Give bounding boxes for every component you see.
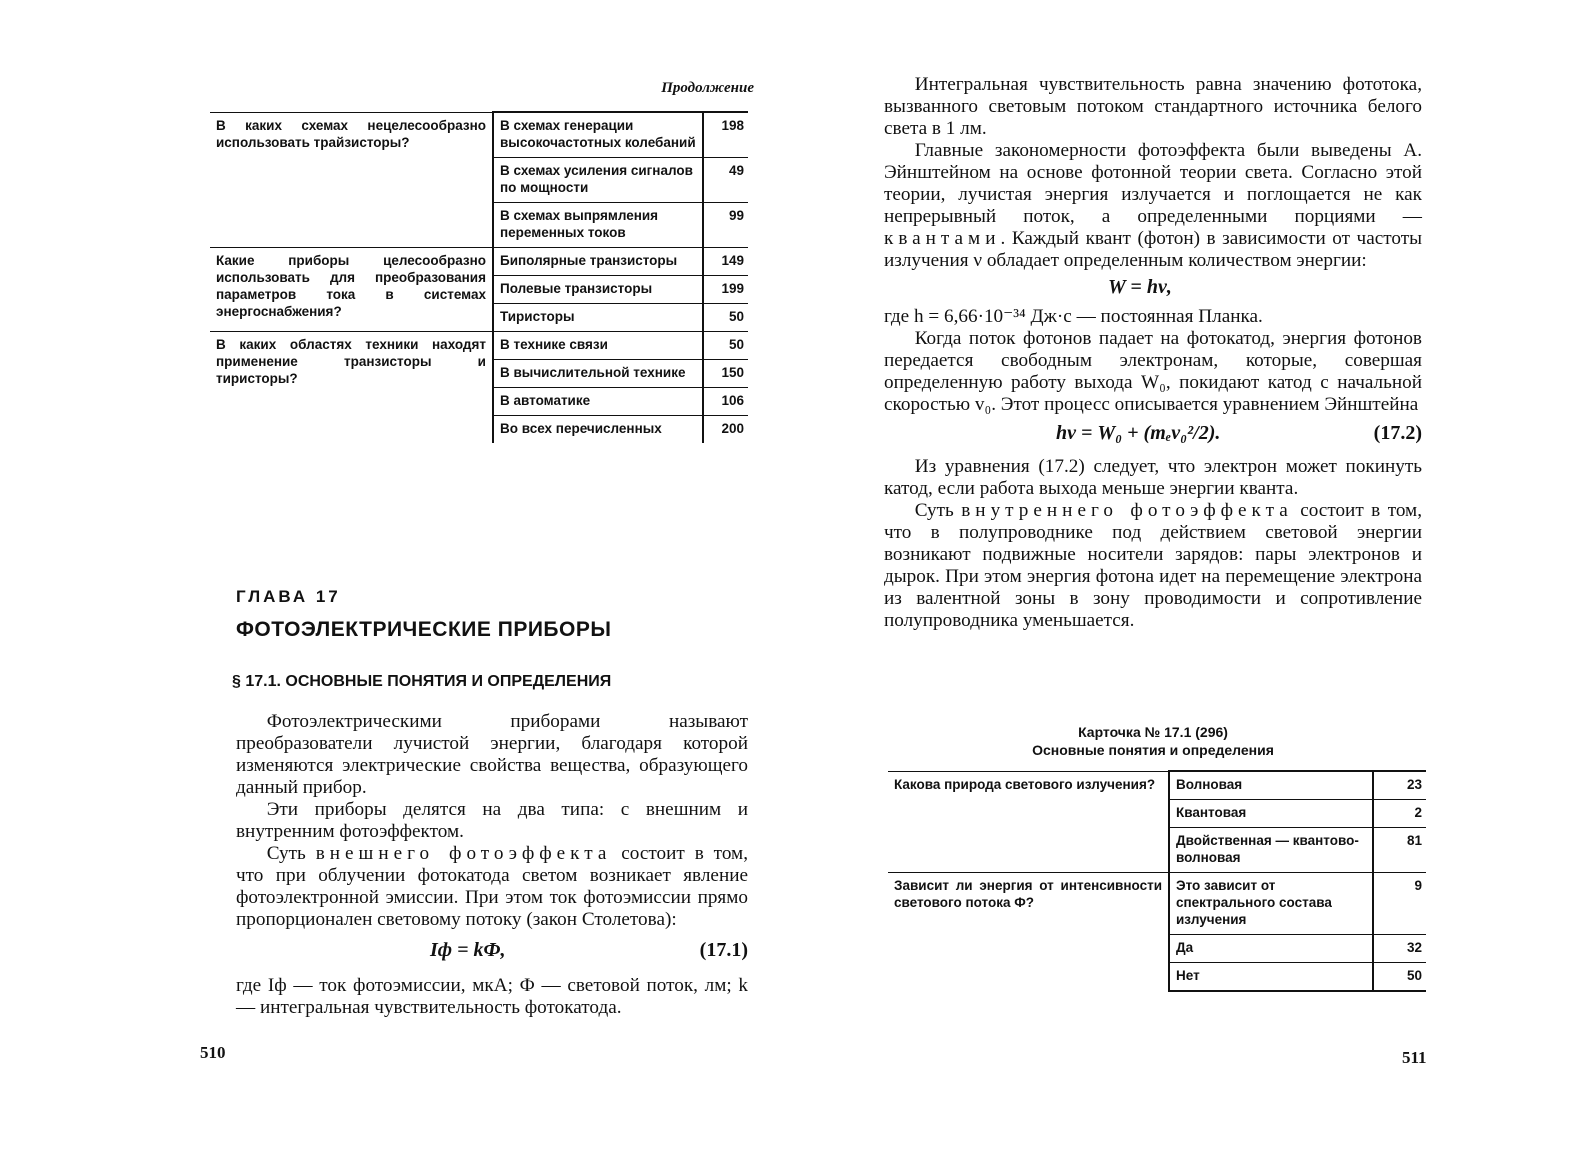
answer-cell: Это зависит от спектрального состава излучения [1169, 873, 1373, 935]
answer-cell: В схемах генерации высокочастотных колебаний [493, 112, 703, 158]
formula-expression: hν = W₀ + (mₑv₀²/2). [1056, 422, 1221, 444]
code-cell: 198 [703, 112, 748, 158]
formula-17-1 [236, 939, 748, 969]
paragraph [236, 843, 748, 931]
code-cell: 49 [703, 158, 748, 203]
equation-number: (17.2) [1373, 422, 1422, 444]
code-cell: 23 [1373, 771, 1426, 800]
question-table-right-body [888, 771, 1426, 991]
question-cell: Какова природа светового излучения? [888, 771, 1169, 873]
paragraph: Когда поток фотонов падает на фотокатод, энергия фотонов передается свободным электронам, которые, совершая определенную работу выхода W₀, покидают катод с начальной скоростью v₀. Этот процесс описывается уравнением Эйнштейна [884, 328, 1422, 415]
paragraph [884, 140, 1422, 272]
answer-cell: В автоматике [493, 388, 703, 416]
code-cell: 199 [703, 276, 748, 304]
table-row [210, 332, 748, 360]
chapter-label: ГЛАВА 17 [236, 587, 341, 606]
text-run: Суть [266, 843, 316, 864]
paragraph: где Iф — ток фотоэмиссии, мкА; Ф — световой поток, лм; k — интегральная чувствительность фотокатода. [236, 975, 748, 1018]
answer-cell: Квантовая [1169, 800, 1373, 828]
answer-cell: Биполярные транзисторы [493, 248, 703, 276]
right-body-text [884, 74, 1422, 632]
question-cell: Зависит ли энергия от интенсивности светового потока Ф? [888, 873, 1169, 992]
left-body-text [236, 711, 748, 1019]
question-cell: Какие приборы целесообразно использовать для преобразования параметров тока в системах энергоснабжения? [210, 248, 493, 332]
chapter-title: ФОТОЭЛЕКТРИЧЕСКИЕ ПРИБОРЫ [236, 618, 612, 641]
table-row [210, 248, 748, 276]
paragraph: Из уравнения (17.2) следует, что электрон может покинуть катод, если работа выхода меньше энергии кванта. [884, 456, 1422, 499]
formula-planck [884, 276, 1422, 302]
code-cell: 50 [1373, 963, 1426, 992]
code-cell: 50 [703, 304, 748, 332]
formula-expression: W = hν, [1108, 276, 1172, 298]
spaced-term: квантами [884, 228, 1001, 249]
table-row [888, 771, 1426, 800]
section-title: § 17.1. ОСНОВНЫЕ ПОНЯТИЯ И ОПРЕДЕЛЕНИЯ [232, 673, 612, 690]
question-cell: В каких схемах нецелесообразно использовать трайзисторы? [210, 112, 493, 248]
answer-cell: Во всех перечисленных [493, 416, 703, 444]
equation-number: (17.1) [699, 939, 748, 961]
spaced-term: внутреннего фотоэффекта [961, 500, 1293, 521]
page-number-right: 511 [1402, 1048, 1427, 1067]
code-cell: 149 [703, 248, 748, 276]
paragraph: где h = 6,66·10⁻³⁴ Дж·с — постоянная Планка. [884, 306, 1263, 327]
code-cell: 2 [1373, 800, 1426, 828]
code-cell: 32 [1373, 935, 1426, 963]
spaced-term: внешнего фотоэффекта [315, 843, 612, 864]
answer-cell: В схемах выпрямления переменных токов [493, 203, 703, 248]
paragraph: Эти приборы делятся на два типа: с внешним и внутренним фотоэффектом. [236, 799, 748, 842]
paragraph: Интегральная чувствительность равна значению фототока, вызванного световым потоком стандартного источника белого света в 1 лм. [884, 74, 1422, 139]
code-cell: 99 [703, 203, 748, 248]
answer-cell: Да [1169, 935, 1373, 963]
answer-cell: В вычислительной технике [493, 360, 703, 388]
question-cell: В каких областях техники находят применение транзисторы и тиристоры? [210, 332, 493, 444]
continuation-label: Продолжение [661, 80, 754, 96]
code-cell: 150 [703, 360, 748, 388]
text-run: . Каждый квант (фотон) в зависимости от частоты излучения ν обладает определенным количеством энергии: [884, 228, 1422, 271]
text-run: состоит в том, что при облучении фотокатода светом возникает явление фотоэлектронной эмиссии. При этом ток фотоэмиссии прямо пропорционален световому потоку (закон Столетова): [236, 843, 748, 930]
question-table-left [210, 111, 748, 443]
code-cell: 200 [703, 416, 748, 444]
formula-17-2 [884, 422, 1422, 452]
answer-cell: В технике связи [493, 332, 703, 360]
paragraph [884, 500, 1422, 632]
question-table-right [888, 770, 1426, 992]
code-cell: 81 [1373, 828, 1426, 873]
card-title: Карточка № 17.1 (296) [1078, 724, 1228, 740]
answer-cell: Полевые транзисторы [493, 276, 703, 304]
answer-cell: В схемах усиления сигналов по мощности [493, 158, 703, 203]
paragraph: Фотоэлектрическими приборами называют преобразователи лучистой энергии, благодаря которой изменяются электрические свойства вещества, образующего данный прибор. [236, 711, 748, 798]
formula-expression: Iф = kФ, [430, 939, 506, 961]
code-cell: 9 [1373, 873, 1426, 935]
text-run: Суть [914, 500, 962, 521]
text-run: состоит в том, что в полупроводнике под действием световой энергии возникают подвижные носители зарядов: пары электронов и дырок. При этом энергия фотона идет на перемещение электрона из валентной зоны в зону проводимости и сопротивление полупроводника уменьшается. [884, 500, 1422, 631]
code-cell: 50 [703, 332, 748, 360]
answer-cell: Волновая [1169, 771, 1373, 800]
code-cell: 106 [703, 388, 748, 416]
answer-cell: Двойственная — квантово-волновая [1169, 828, 1373, 873]
text-run: Главные закономерности фотоэффекта были выведены А. Эйнштейном на основе фотонной теории света. Согласно этой теории, лучистая энергия излучается и поглощается не как непрерывный поток, а определенными порциями — [884, 140, 1422, 227]
left-page [0, 0, 790, 1153]
table-row [888, 873, 1426, 935]
table-row [210, 112, 748, 158]
answer-cell: Нет [1169, 963, 1373, 992]
page-number-left: 510 [200, 1043, 226, 1062]
card-subtitle: Основные понятия и определения [1032, 742, 1274, 758]
answer-cell: Тиристоры [493, 304, 703, 332]
question-table-left-body [210, 112, 748, 443]
